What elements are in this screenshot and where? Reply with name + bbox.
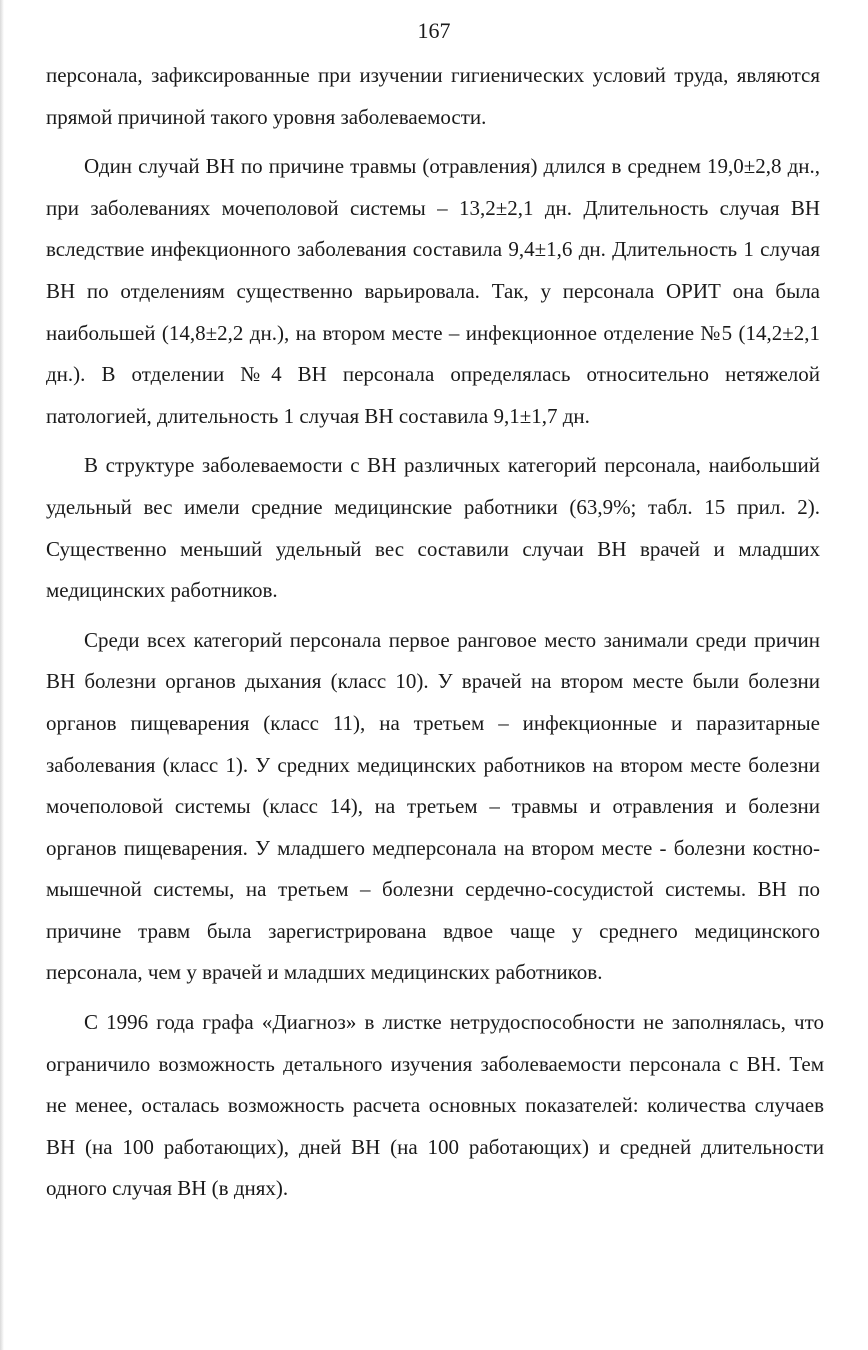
paragraph-causes-ranking: Среди всех категорий персонала первое ранговое место занимали среди причин ВН болезни органов дыхания (класс 10). У врачей на втором месте были болезни органов пищеварения (класс 11), на третьем – инфекционные и паразитарные заболевания (класс 1). У средних медицинских работников на втором месте болезни мочеполовой системы (класс 14), на третьем – травмы и отравления и болезни органов пищеварения. У младшего медперсонала на втором месте - болезни костно-мышечной системы, на третьем – болезни сердечно-сосудистой системы. ВН по причине травм была зарегистрирована вдвое чаще у среднего медицинского персонала, чем у врачей и младших медицинских работников.: [46, 627, 820, 985]
paragraph-staff-structure: В структуре заболеваемости с ВН различных категорий персонала, наибольший удельный вес имели средние медицинские работники (63,9%; табл. 15 прил. 2). Существенно меньший удельный вес составили случаи ВН врачей и младших медицинских работников.: [46, 453, 820, 603]
page-number: 167: [417, 18, 451, 43]
paragraph-continuation: персонала, зафиксированные при изучении гигиенических условий труда, являются прямой причиной такого уровня заболеваемости.: [46, 63, 820, 129]
body-text: [46, 55, 824, 1210]
paragraph-sick-leave-duration: Один случай ВН по причине травмы (отравления) длился в среднем 19,0±2,8 дн., при заболеваниях мочеполовой системы – 13,2±2,1 дн. Длительность случая ВН вследствие инфекционного заболевания составила 9,4±1,6 дн. Длительность 1 случая ВН по отделениям существенно варьировала. Так, у персонала ОРИТ она была наибольшей (14,8±2,2 дн.), на втором месте – инфекционное отделение №5 (14,2±2,1 дн.). В отделении №4 ВН персонала определялась относительно нетяжелой патологией, длительность 1 случая ВН составила 9,1±1,7 дн.: [46, 154, 820, 428]
paragraph-diagnosis-field: С 1996 года графа «Диагноз» в листке нетрудоспособности не заполнялась, что ограничило возможность детального изучения заболеваемости персонала с ВН. Тем не менее, осталась возможность расчета основных показателей: количества случаев ВН (на 100 работающих), дней ВН (на 100 работающих) и средней длительности одного случая ВН (в днях).: [46, 1010, 824, 1201]
scan-edge: [0, 0, 4, 1350]
